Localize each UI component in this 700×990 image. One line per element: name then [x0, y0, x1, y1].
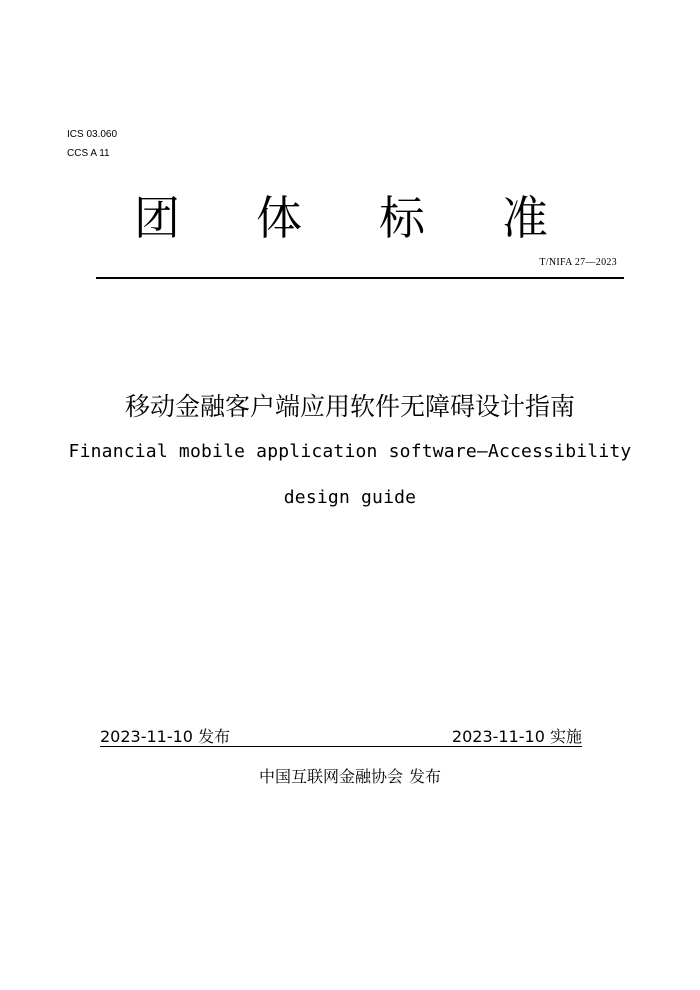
publication-date: 2023-11-10 发布 [100, 727, 231, 746]
title-chinese: 移动金融客户端应用软件无障碍设计指南 [124, 392, 575, 421]
date-rule [100, 746, 582, 747]
standard-type-char-3: 标 [379, 191, 425, 245]
document-number: T/NIFA 27—2023 [539, 257, 617, 268]
title-english-line-2: design guide [283, 487, 417, 508]
ics-code: ICS 03.060 [67, 129, 118, 140]
implementation-date: 2023-11-10 实施 [451, 727, 582, 746]
issuer-action: 发布 [409, 767, 442, 786]
ccs-code: CCS A 11 [67, 148, 110, 159]
issuer-organization: 中国互联网金融协会 [258, 767, 403, 786]
header-rule [96, 277, 624, 279]
standard-type-char-2: 体 [256, 191, 302, 245]
standard-type-char-4: 准 [502, 191, 548, 245]
title-english-line-1: Financial mobile application software—Accessibility [68, 441, 632, 462]
issuer-line [0, 766, 700, 788]
standard-type-char-1: 团 [134, 191, 180, 245]
